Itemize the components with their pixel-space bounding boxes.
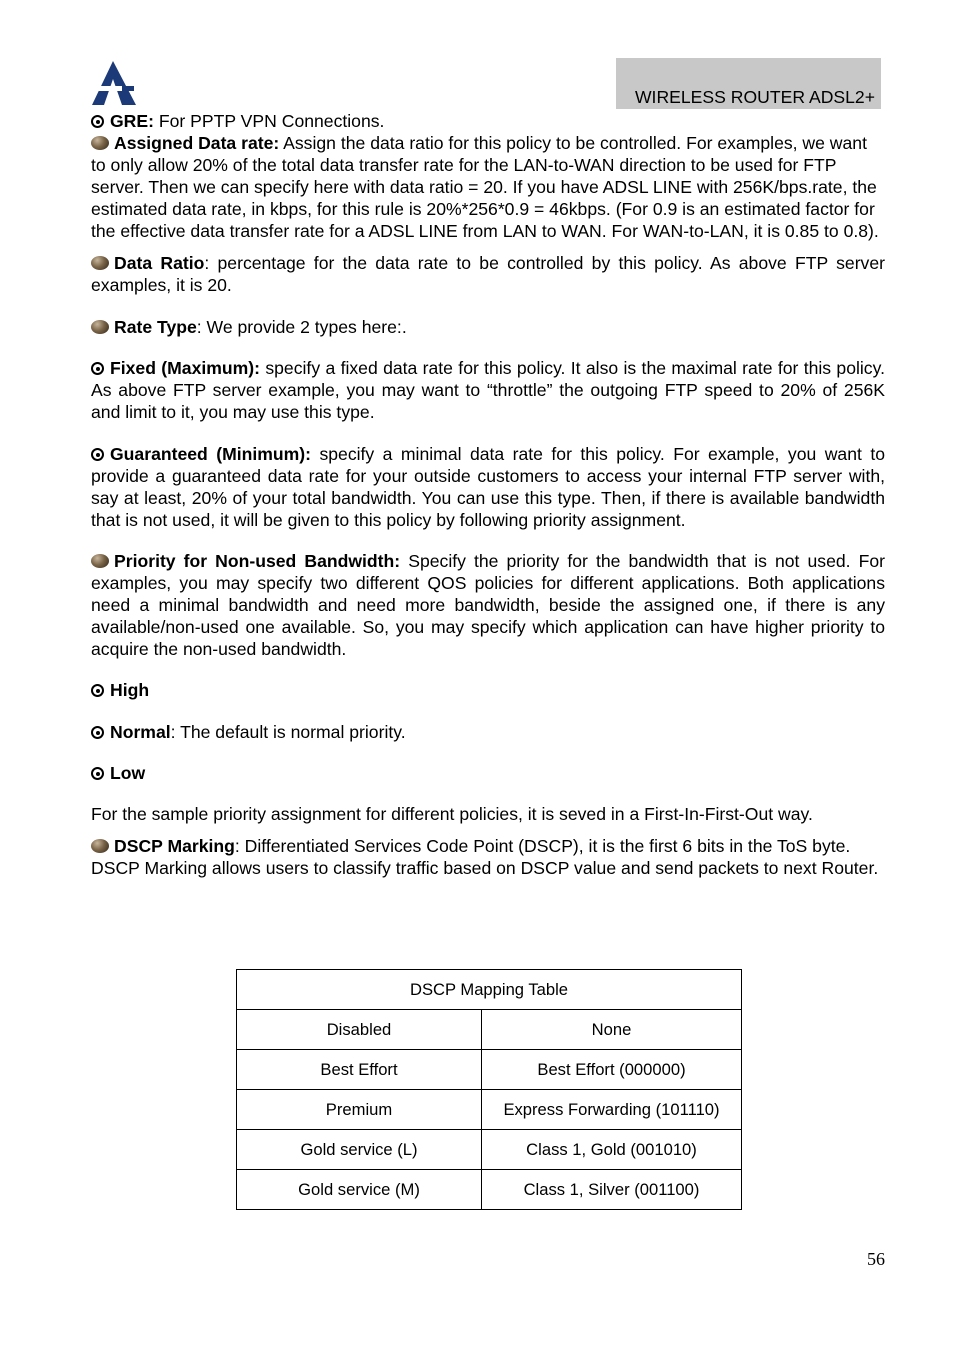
normal-paragraph bbox=[91, 721, 885, 743]
rate-type-paragraph bbox=[91, 316, 885, 338]
table-cell: Gold service (M) bbox=[237, 1170, 482, 1210]
dscp-paragraph bbox=[91, 835, 885, 879]
assigned-label: Assigned Data rate: bbox=[114, 133, 280, 153]
table-cell: None bbox=[482, 1010, 742, 1050]
table-cell: Express Forwarding (101110) bbox=[482, 1090, 742, 1130]
assigned-text: Assign the data ratio for this policy to be controlled. For examples, we want to only allow 20% of the total data transfer rate for the LAN-to-WAN direction to be used for FTP server. Then we can specify here with data ratio = 20. If you have ADSL LINE with 256K/bps.rate, the estimated data rate, in kbps, for this rule is 20%*256*0.9 = 46kbps. (For 0.9 is an estimated factor for the effective data transfer rate for a ADSL LINE from LAN to WAN. For WAN-to-LAN, it is 0.85 to 0.8). bbox=[91, 133, 879, 241]
ball-bullet-icon bbox=[91, 320, 109, 334]
low-paragraph bbox=[91, 762, 885, 784]
low-label: Low bbox=[110, 763, 146, 783]
radio-bullet-icon bbox=[91, 767, 104, 780]
normal-label: Normal bbox=[110, 722, 171, 742]
ball-bullet-icon bbox=[91, 256, 109, 270]
page-number: 56 bbox=[867, 1249, 885, 1269]
table-row bbox=[237, 1130, 742, 1170]
gre-paragraph bbox=[91, 110, 885, 132]
data-ratio-text: : percentage for the data rate to be controlled by this policy. As above FTP server examples, it is 20. bbox=[91, 253, 885, 295]
priority-text: Specify the priority for the bandwidth that is not used. For examples, you may specify two different QOS policies for different applications. Both applications need a minimal bandwidth and need more bandwidth, beside the assigned one, if there is any available/non-used one available. So, you may specify which application can have higher priority to acquire the non-used bandwidth. bbox=[91, 551, 885, 659]
table-row bbox=[237, 1090, 742, 1130]
high-label: High bbox=[110, 680, 150, 700]
table-cell: Best Effort bbox=[237, 1050, 482, 1090]
header-banner bbox=[616, 58, 881, 109]
guaranteed-paragraph bbox=[91, 443, 885, 531]
fixed-paragraph bbox=[91, 357, 885, 423]
guaranteed-label: Guaranteed (Minimum): bbox=[110, 444, 312, 464]
high-paragraph bbox=[91, 679, 885, 701]
dscp-label: DSCP Marking bbox=[114, 836, 235, 856]
table-title: DSCP Mapping Table bbox=[237, 970, 742, 1010]
ball-bullet-icon bbox=[91, 554, 109, 568]
table-cell: Premium bbox=[237, 1090, 482, 1130]
fifo-paragraph: For the sample priority assignment for different policies, it is seved in a First-In-First-Out way. bbox=[91, 804, 813, 824]
normal-text: : The default is normal priority. bbox=[170, 722, 406, 742]
radio-bullet-icon bbox=[91, 115, 104, 128]
rate-type-text: : We provide 2 types here:. bbox=[196, 317, 407, 337]
gre-label: GRE: bbox=[110, 111, 154, 131]
table-row bbox=[237, 1050, 742, 1090]
priority-paragraph bbox=[91, 550, 885, 660]
radio-bullet-icon bbox=[91, 726, 104, 739]
dscp-text: : Differentiated Services Code Point (DSCP), it is the first 6 bits in the ToS byte. DSCP Marking allows users to classify traffic based on DSCP value and send packets to next Router. bbox=[91, 836, 879, 878]
radio-bullet-icon bbox=[91, 684, 104, 697]
dscp-mapping-table bbox=[236, 969, 742, 1210]
table-row bbox=[237, 1170, 742, 1210]
fixed-text: specify a fixed data rate for this policy. It also is the maximal rate for this policy. As above FTP server example, you may want to “throttle” the outgoing FTP speed to 20% of 256K and limit to it, you may use this type. bbox=[91, 358, 885, 422]
table-cell: Class 1, Gold (001010) bbox=[482, 1130, 742, 1170]
radio-bullet-icon bbox=[91, 362, 104, 375]
fixed-label: Fixed (Maximum): bbox=[110, 358, 261, 378]
atlantis-logo bbox=[91, 59, 137, 106]
table-cell: Class 1, Silver (001100) bbox=[482, 1170, 742, 1210]
table-cell: Gold service (L) bbox=[237, 1130, 482, 1170]
document-body bbox=[91, 110, 885, 879]
gre-text: For PPTP VPN Connections. bbox=[153, 111, 385, 131]
table-cell: Disabled bbox=[237, 1010, 482, 1050]
table-row bbox=[237, 1010, 742, 1050]
ball-bullet-icon bbox=[91, 839, 109, 853]
rate-type-label: Rate Type bbox=[114, 317, 197, 337]
assigned-data-rate-paragraph bbox=[91, 132, 885, 242]
radio-bullet-icon bbox=[91, 448, 104, 461]
ball-bullet-icon bbox=[91, 136, 109, 150]
data-ratio-label: Data Ratio bbox=[114, 253, 205, 273]
table-cell: Best Effort (000000) bbox=[482, 1050, 742, 1090]
data-ratio-paragraph bbox=[91, 252, 885, 296]
priority-label: Priority for Non-used Bandwidth: bbox=[114, 551, 401, 571]
guaranteed-text: specify a minimal data rate for this policy. For example, you want to provide a guaranteed data rate for your outside customers to access your internal FTP server with, say at least, 20% of your total bandwidth. You can use this type. Then, if there is available bandwidth that is not used, it will be given to this policy by following priority assignment. bbox=[91, 444, 885, 530]
header-title: WIRELESS ROUTER ADSL2+ bbox=[634, 87, 875, 107]
table-title-row bbox=[237, 970, 742, 1010]
